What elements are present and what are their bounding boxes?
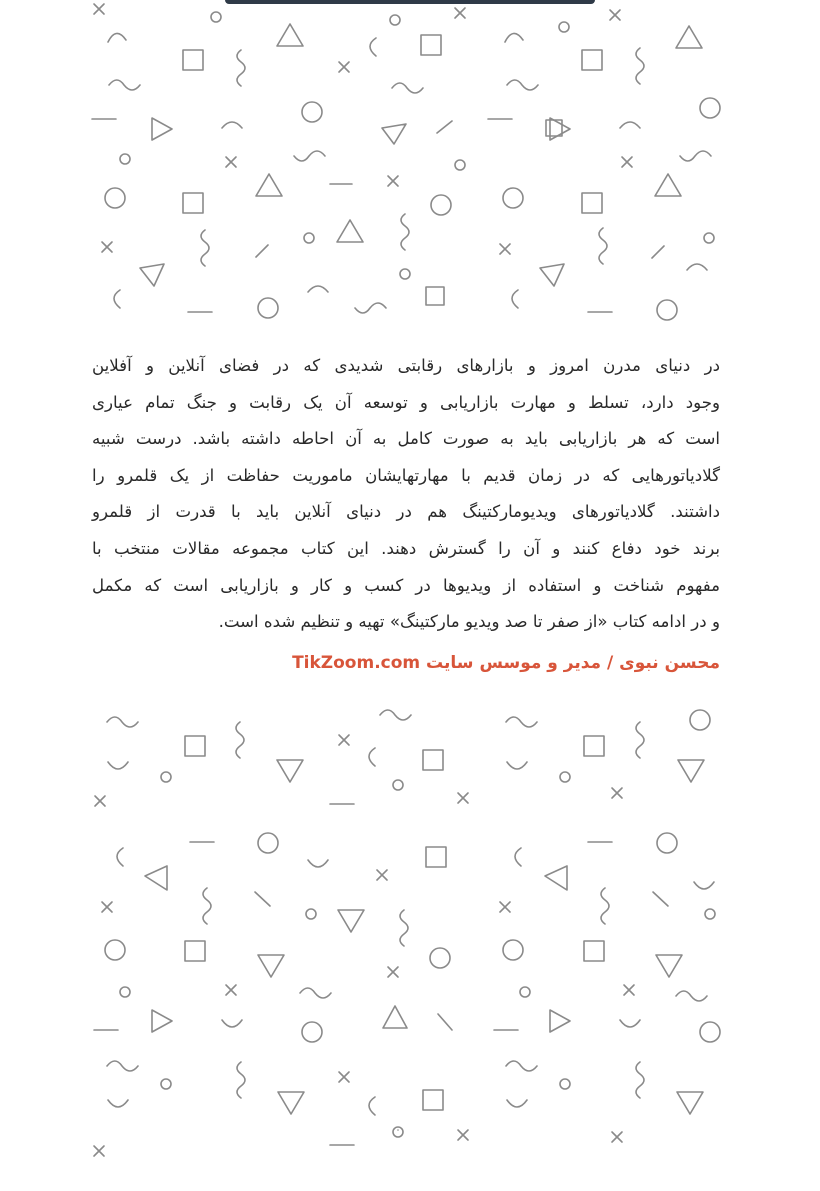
description-line: و در ادامه کتاب «از صفر تا صد ویدیو مارکتینگ» تهیه و تنظیم شده است.	[218, 612, 720, 632]
author-name: محسن نبوی / مدیر و موسس سایت	[426, 653, 720, 673]
description-line: گلادیاتورهایی که در زمان قدیم با مهارتهایشان ماموریت حفاظت از یک قلمرو را	[92, 465, 720, 485]
author-credit	[290, 653, 720, 673]
description-line: برند خود دفاع کنند و آن را گسترش دهند. این کتاب مجموعه مقالات منتخب با	[92, 538, 720, 558]
decorative-shape-pattern-bottom	[0, 700, 820, 1191]
book-description	[92, 348, 720, 641]
description-line: است که هر بازاریابی باید به صورت کامل به آن احاطه داشته باشد. درست شبیه	[92, 429, 720, 449]
description-line: وجود دارد، تسلط و مهارت بازاریابی و توسعه آن یک رقابت و جنگ تمام عیاری	[92, 392, 720, 412]
description-line: مفهوم شناخت و استفاده از ویدیوها در کسب و کار و بازاریابی است که مکمل	[92, 575, 720, 595]
website-name: TikZoom.com	[292, 653, 421, 673]
description-line: داشتند. گلادیاتورهای ویدیومارکتینگ هم در دنیای آنلاین باید با قدرت از قلمرو	[92, 502, 720, 522]
description-line: در دنیای مدرن امروز و بازارهای رقابتی شدیدی که در فضای آنلاین و آفلاین	[92, 356, 720, 375]
decorative-shape-pattern-top	[0, 0, 820, 335]
